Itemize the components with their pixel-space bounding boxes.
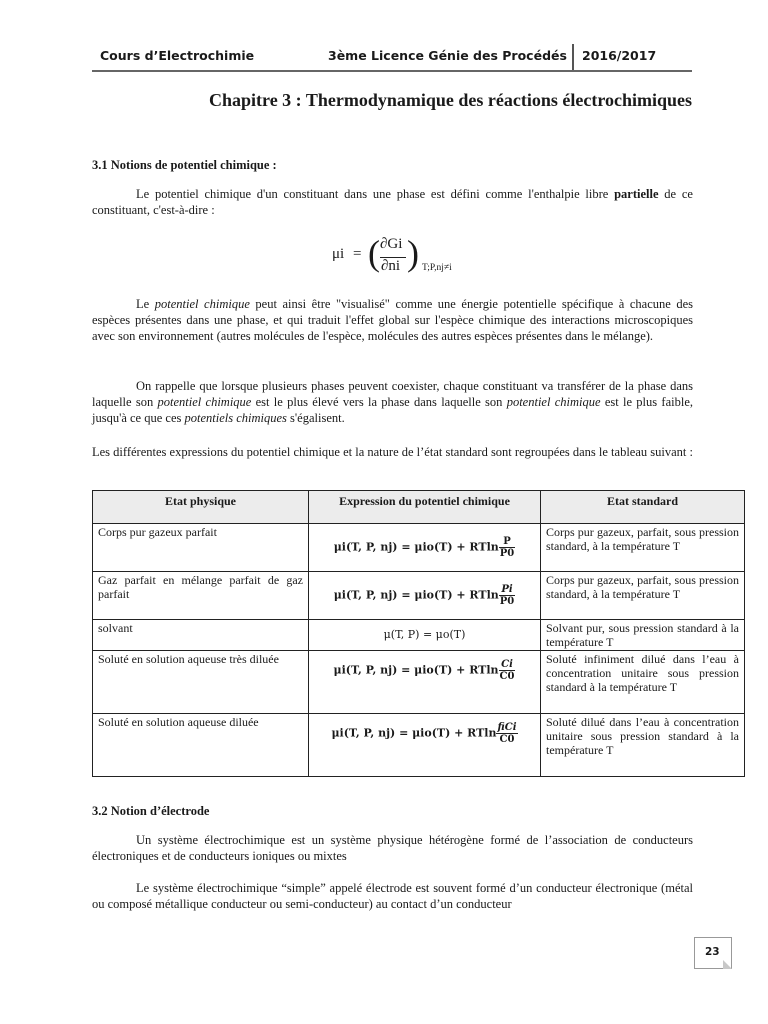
cell-standard: Corps pur gazeux, parfait, sous pression standard, à la température T <box>541 524 745 572</box>
cell-expression: μi(T, P, nj) = μio(T) + RTln $\frac{\text{fiCi}}{C0}$ <box>309 714 541 777</box>
paragraph-electrode: Le système électrochimique “simple” appelé électrode est souvent formé d’un conducteur électronique (métal ou composé métallique conducteur ou semi-conducteur) au contact d’un conducteur <box>92 881 693 911</box>
paragraph-visualisation: Le potentiel chimique peut ainsi être "visualisé" comme une énergie potentielle spécifique à chacune des espèces présentes dans une phase, et qui traduit l'effet global sur l'espèce chimique des interactions microscopiques avec son environnement (autres molécules de l'espèce, molécules des autres espèces présentes dans le mélange). <box>92 297 694 343</box>
header-rule <box>92 70 692 72</box>
table-row <box>93 572 745 620</box>
cell-expression: μi(T, P, nj) = μio(T) + RTln $\frac{Ci}{C0}$ <box>309 651 541 714</box>
right-paren: ) <box>407 233 419 273</box>
cell-state: solvant <box>93 620 309 651</box>
table-row <box>93 524 745 572</box>
chapter-title: Chapitre 3 : Thermodynamique des réactions électrochimiques <box>209 90 692 110</box>
page-number-box <box>694 937 732 969</box>
cell-expression: μi(T, P, nj) = μio(T) + RTln $\frac{P}{P0}$ <box>309 524 541 572</box>
paragraph-electrochemical-system: Un système électrochimique est un système physique hétérogène formé de l’association de conducteurs électroniques et de conducteurs ioniques ou mixtes <box>92 833 693 863</box>
header-standard-state: Etat standard <box>541 491 745 524</box>
cell-standard: Soluté infiniment dilué dans l’eau à concentration unitaire sous pression standard à la température T <box>541 651 745 714</box>
paragraph-table-intro: Les différentes expressions du potentiel chimique et la nature de l’état standard sont regroupées dans le tableau suivant : <box>92 445 693 459</box>
cell-expression: μ(T, P) = μo(T) <box>309 620 541 651</box>
cell-state: Gaz parfait en mélange parfait de gaz parfait <box>93 572 309 620</box>
course-title: Cours d’Electrochimie <box>100 48 255 63</box>
cell-standard: Solvant pur, sous pression standard à la température T <box>541 620 745 651</box>
left-paren: ( <box>368 233 380 273</box>
page-curl-icon <box>723 960 732 969</box>
program-title: 3ème Licence Génie des Procédés <box>328 48 567 63</box>
chemical-potential-table <box>92 490 745 777</box>
table-row <box>93 651 745 714</box>
cell-state: Soluté en solution aqueuse diluée <box>93 714 309 777</box>
cell-expression: μi(T, P, nj) = μio(T) + RTln $\frac{Pi}{P0}$ <box>309 572 541 620</box>
table-row <box>93 620 745 651</box>
header-expression: Expression du potentiel chimique <box>309 491 541 524</box>
cell-standard: Corps pur gazeux, parfait, sous pression standard, à la température T <box>541 572 745 620</box>
page-number: 23 <box>705 946 720 958</box>
section-2-title: 3.2 Notion d’électrode <box>92 804 210 818</box>
header-physical-state: Etat physique <box>93 491 309 524</box>
equation-denominator: ∂ni <box>381 258 401 274</box>
paragraph-definition: Le potentiel chimique d'un constituant dans une phase est défini comme l'enthalpie libre partielle de ce constituant, c'est-à-dire : <box>92 187 693 217</box>
equation-numerator: ∂Gi <box>380 236 403 252</box>
equation-lhs: μi <box>332 246 345 262</box>
table-row <box>93 714 745 777</box>
chemical-potential-equation <box>330 233 470 281</box>
section-1-title: 3.1 Notions de potentiel chimique : <box>92 158 277 172</box>
equation-equals: = <box>353 246 362 262</box>
cell-state: Soluté en solution aqueuse très diluée <box>93 651 309 714</box>
cell-state: Corps pur gazeux parfait <box>93 524 309 572</box>
equation-subscript: T;P,nj≠i <box>422 263 452 273</box>
paragraph-phase-transfer: On rappelle que lorsque plusieurs phases peuvent coexister, chaque constituant va transférer de la phase dans laquelle son potentiel chimique est le plus élevé vers la phase dans laquelle son potentiel chimique est le plus faible, jusqu'à ce que ces potentiels chimiques s'égalisent. <box>92 379 693 425</box>
header-divider <box>572 44 574 70</box>
cell-standard: Soluté dilué dans l’eau à concentration unitaire sous pression standard à la température T <box>541 714 745 777</box>
page-header <box>92 44 692 70</box>
academic-year: 2016/2017 <box>582 48 657 63</box>
table-header-row <box>93 491 745 524</box>
